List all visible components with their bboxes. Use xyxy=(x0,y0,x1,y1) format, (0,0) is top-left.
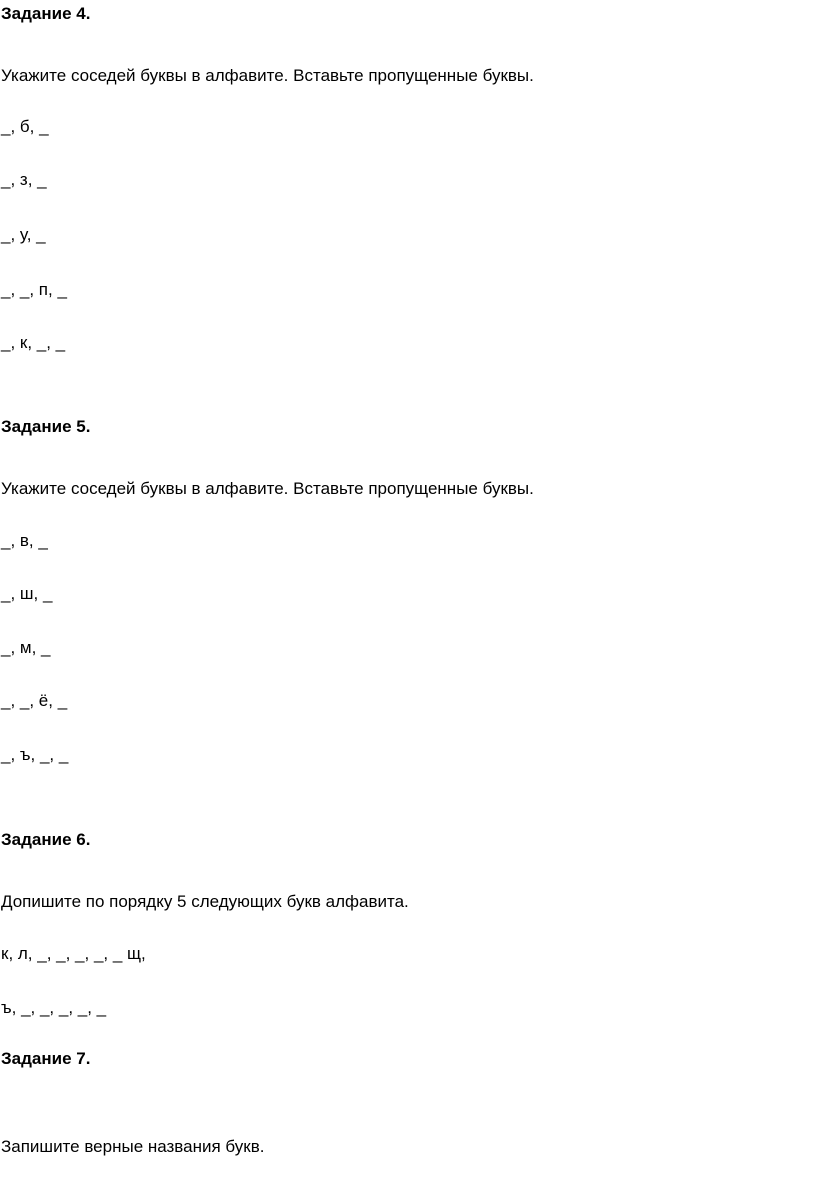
task7-title: Задание 7. xyxy=(1,1049,91,1068)
task5-item-4: _, _, ё, _ xyxy=(1,691,68,710)
task4-item-4: _, _, п, _ xyxy=(1,280,67,299)
task6-item-2: ъ, _, _, _, _, _ xyxy=(1,998,107,1017)
task4-item-3: _, у, _ xyxy=(1,225,46,244)
task6-title: Задание 6. xyxy=(1,830,91,849)
task4-item-2: _, з, _ xyxy=(1,170,47,189)
task5-instruction: Укажите соседей буквы в алфавите. Вставьте пропущенные буквы. xyxy=(1,479,534,498)
task4-item-5: _, к, _, _ xyxy=(1,333,66,352)
task5-item-2: _, ш, _ xyxy=(1,584,53,603)
task5-item-5: _, ъ, _, _ xyxy=(1,745,69,764)
task6-item-1: к, л, _, _, _, _, _ щ, xyxy=(1,944,146,963)
task5-item-1: _, в, _ xyxy=(1,531,48,550)
task4-title: Задание 4. xyxy=(1,4,91,23)
task4-item-1: _, б, _ xyxy=(1,117,49,136)
task6-instruction: Допишите по порядку 5 следующих букв алфавита. xyxy=(1,892,409,911)
task5-title: Задание 5. xyxy=(1,417,91,436)
task4-instruction: Укажите соседей буквы в алфавите. Вставьте пропущенные буквы. xyxy=(1,66,534,85)
task7-instruction: Запишите верные названия букв. xyxy=(1,1137,265,1156)
task5-item-3: _, м, _ xyxy=(1,638,51,657)
